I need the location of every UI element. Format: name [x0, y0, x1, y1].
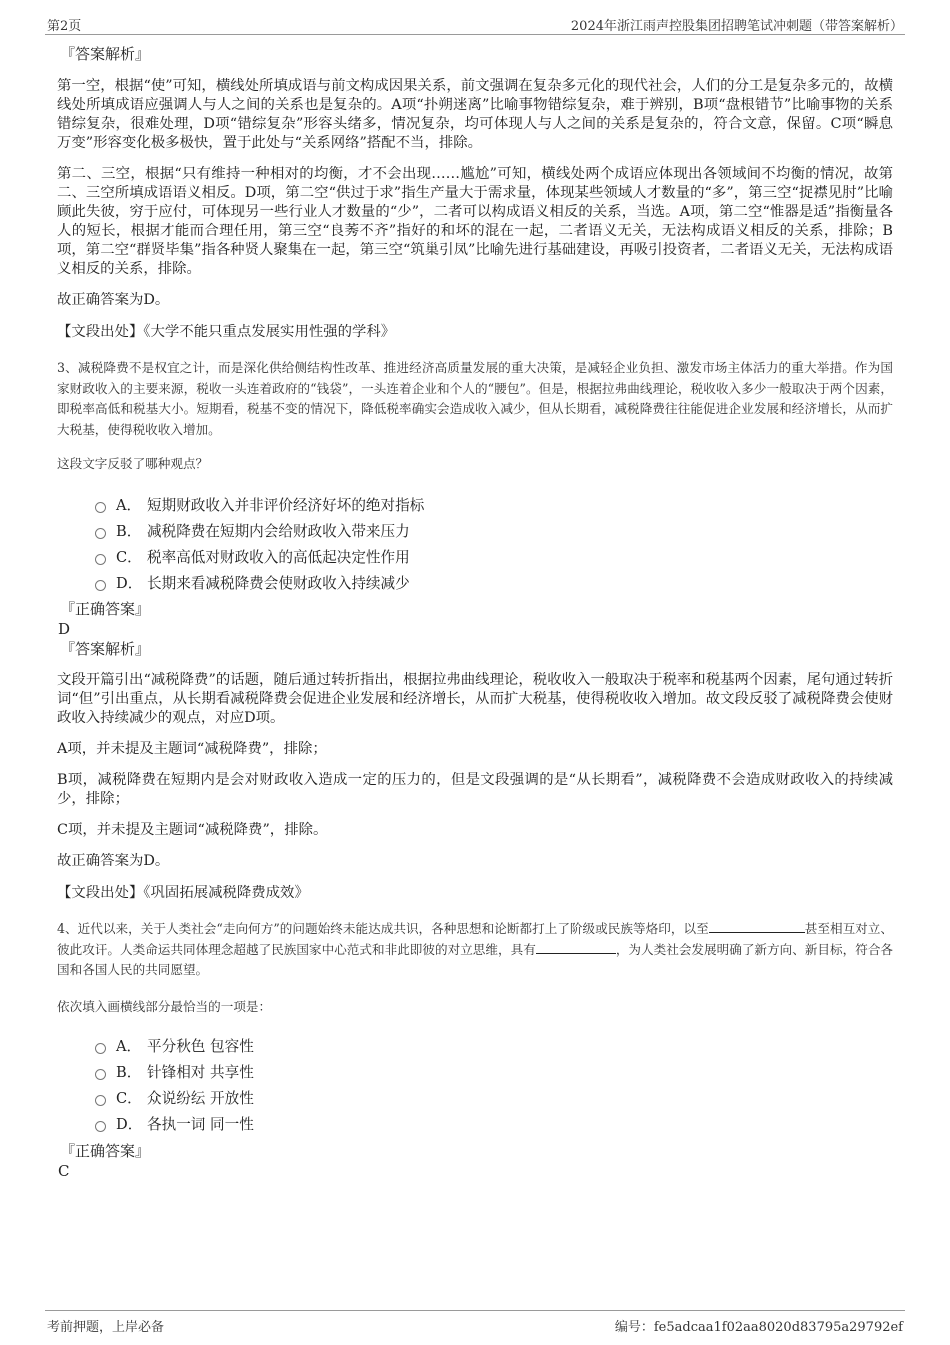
option-text: 短期财政收入并非评价经济好坏的绝对指标 [147, 496, 425, 514]
footer-slogan: 考前押题，上岸必备 [47, 1320, 165, 1335]
option-letter: C． [116, 548, 142, 566]
question-4-prompt: 依次填入画横线部分最恰当的一项是： [57, 998, 272, 1014]
page-number: 第2页 [47, 19, 82, 34]
option-letter: C． [116, 1090, 142, 1107]
radio-button[interactable] [95, 502, 106, 513]
correct-answer-label: 『正确答案』 [60, 1141, 151, 1160]
analysis-label: 『答案解析』 [60, 45, 151, 63]
option-letter: B． [116, 1064, 142, 1081]
correct-answer-value: D [58, 620, 71, 638]
fill-blank-1 [709, 920, 805, 933]
question-3-passage: 3、减税降费不是权宜之计，而是深化供给侧结构性改革、推进经济高质量发展的重大决策，是减轻企业负担、激发市场主体活力的重大举措。作为国家财政收入的主要来源，税收一头连着政府的“钱袋”，一头连着企业和个人的“腰包”。但是，根据拉弗曲线理论，税收收入多少一般取决于两个因素，即税率高低和税基大小。短期看，税基不变的情况下，降低税率确实会造成收入减少，但从长期看，减税降费往往能促进企业发展和经济增长，从而扩大税基，使得税收收入增加。 [57, 360, 893, 437]
question-4-passage [57, 919, 893, 981]
question-3-prompt: 这段文字反驳了哪种观点？ [57, 456, 209, 471]
option-text: 众说纷纭 开放性 [147, 1090, 254, 1107]
option-text: 长期来看减税降费会使财政收入持续减少 [147, 574, 410, 592]
radio-button[interactable] [95, 1069, 106, 1080]
option-letter: B． [116, 522, 142, 540]
analysis-paragraph: 文段开篇引出“减税降费”的话题，随后通过转折指出，根据拉弗曲线理论，税收收入一般取决于税率和税基两个因素，尾句通过转折词“但”引出重点，从长期看减税降费会促进企业发展和经济增长，从而扩大税基，使得税收收入增加。故文段反驳了减税降费会使财政收入持续减少的观点，对应D项。 [57, 672, 893, 726]
passage-text: 4、近代以来，关于人类社会“走向何方”的问题始终未能达成共识，各种思想和论断都打上了阶级或民族等烙印，以至 [57, 921, 709, 936]
question-4-options [57, 1033, 893, 1137]
page-footer [45, 1310, 905, 1337]
option-text: 减税降费在短期内会给财政收入带来压力 [147, 522, 410, 540]
option-b[interactable] [57, 517, 893, 543]
option-text: 平分秋色 包容性 [147, 1038, 254, 1055]
document-title: 2024年浙江雨声控股集团招聘笔试冲刺题（带答案解析） [570, 19, 903, 34]
radio-button[interactable] [95, 528, 106, 539]
radio-button[interactable] [95, 580, 106, 591]
document-id: 编号：fe5adcaa1f02aa8020d83795a29792ef [614, 1320, 903, 1335]
passage-text: 甚至相互对立、彼此攻讦。人类命运共同体理念超越了民族国家中心范式和非此即彼的对立思维，具有 [57, 921, 894, 957]
option-d[interactable] [57, 569, 893, 595]
option-text: 各执一词 同一性 [147, 1116, 254, 1133]
option-c[interactable] [57, 543, 893, 569]
option-a[interactable] [57, 491, 893, 517]
analysis-paragraph: 第二、三空，根据“只有维持一种相对的均衡，才不会出现……尴尬”可知，横线处两个成语应体现出各领域间不均衡的情况，故第二、三空所填成语语义相反。D项，第二空“供过于求”指生产量大于需求量，体现某些领域人才数量的“多”，第三空“捉襟见肘”比喻顾此失彼，穷于应付，可体现另一些行业人才数量的“少”，二者可以构成语义相反的关系，当选。A项，第二空“惟器是适”指衡量各人的短长，根据才能而合理任用，第三空“良莠不齐”指好的和坏的混在一起，二者语义无关，无法构成语义相反的关系，排除；B项，第二空“群贤毕集”指各种贤人聚集在一起，第三空“筑巢引凤”比喻先进行基础建设，再吸引投资者，二者语义无关，无法构成语义相反的关系，排除。 [57, 166, 893, 277]
option-b[interactable] [57, 1059, 893, 1085]
radio-button[interactable] [95, 1043, 106, 1054]
source-citation: 【文段出处】《巩固拓展减税降费成效》 [57, 885, 309, 901]
page-header [45, 14, 905, 35]
option-letter: D． [116, 1116, 143, 1133]
correct-answer-statement: 故正确答案为D。 [57, 853, 170, 869]
option-text: 针锋相对 共享性 [147, 1064, 254, 1081]
option-letter: A． [116, 496, 142, 514]
correct-answer-value: C [58, 1161, 70, 1180]
correct-answer-label: 『正确答案』 [60, 600, 151, 618]
analysis-paragraph: 第一空，根据“使”可知，横线处所填成语与前文构成因果关系，前文强调在复杂多元化的现代社会，人们的分工是复杂多元的，故横线处所填成语应强调人与人之间的关系也是复杂的。A项“扑朔迷离”比喻事物错综复杂，难于辨别，B项“盘根错节”比喻事物的关系错综复杂，很难处理，D项“错综复杂”形容头绪多，情况复杂，均可体现人与人之间的关系是复杂的，符合文意，保留。C项“瞬息万变”形容变化极多极快，置于此处与“关系网络”搭配不当，排除。 [57, 78, 893, 151]
analysis-paragraph: C项，并未提及主题词“减税降费”，排除。 [57, 822, 328, 838]
question-3-options [57, 491, 893, 595]
radio-button[interactable] [95, 554, 106, 565]
radio-button[interactable] [95, 1095, 106, 1106]
fill-blank-2 [536, 941, 616, 954]
option-a[interactable] [57, 1033, 893, 1059]
option-letter: A． [116, 1038, 142, 1055]
source-citation: 【文段出处】《大学不能只重点发展实用性强的学科》 [57, 324, 396, 340]
analysis-label: 『答案解析』 [60, 640, 151, 658]
document-content [57, 44, 893, 1181]
option-letter: D． [116, 574, 143, 592]
option-d[interactable] [57, 1111, 893, 1137]
radio-button[interactable] [95, 1121, 106, 1132]
correct-answer-statement: 故正确答案为D。 [57, 292, 170, 308]
option-c[interactable] [57, 1085, 893, 1111]
analysis-paragraph: B项，减税降费在短期内是会对财政收入造成一定的压力的，但是文段强调的是“从长期看”，减税降费不会造成财政收入的持续减少，排除； [57, 772, 893, 807]
option-text: 税率高低对财政收入的高低起决定性作用 [147, 548, 410, 566]
passage-text: ，为人类社会发展明确了新方向、新目标，符合各国和各国人民的共同愿望。 [57, 941, 894, 977]
analysis-paragraph: A项，并未提及主题词“减税降费”，排除； [57, 741, 327, 757]
